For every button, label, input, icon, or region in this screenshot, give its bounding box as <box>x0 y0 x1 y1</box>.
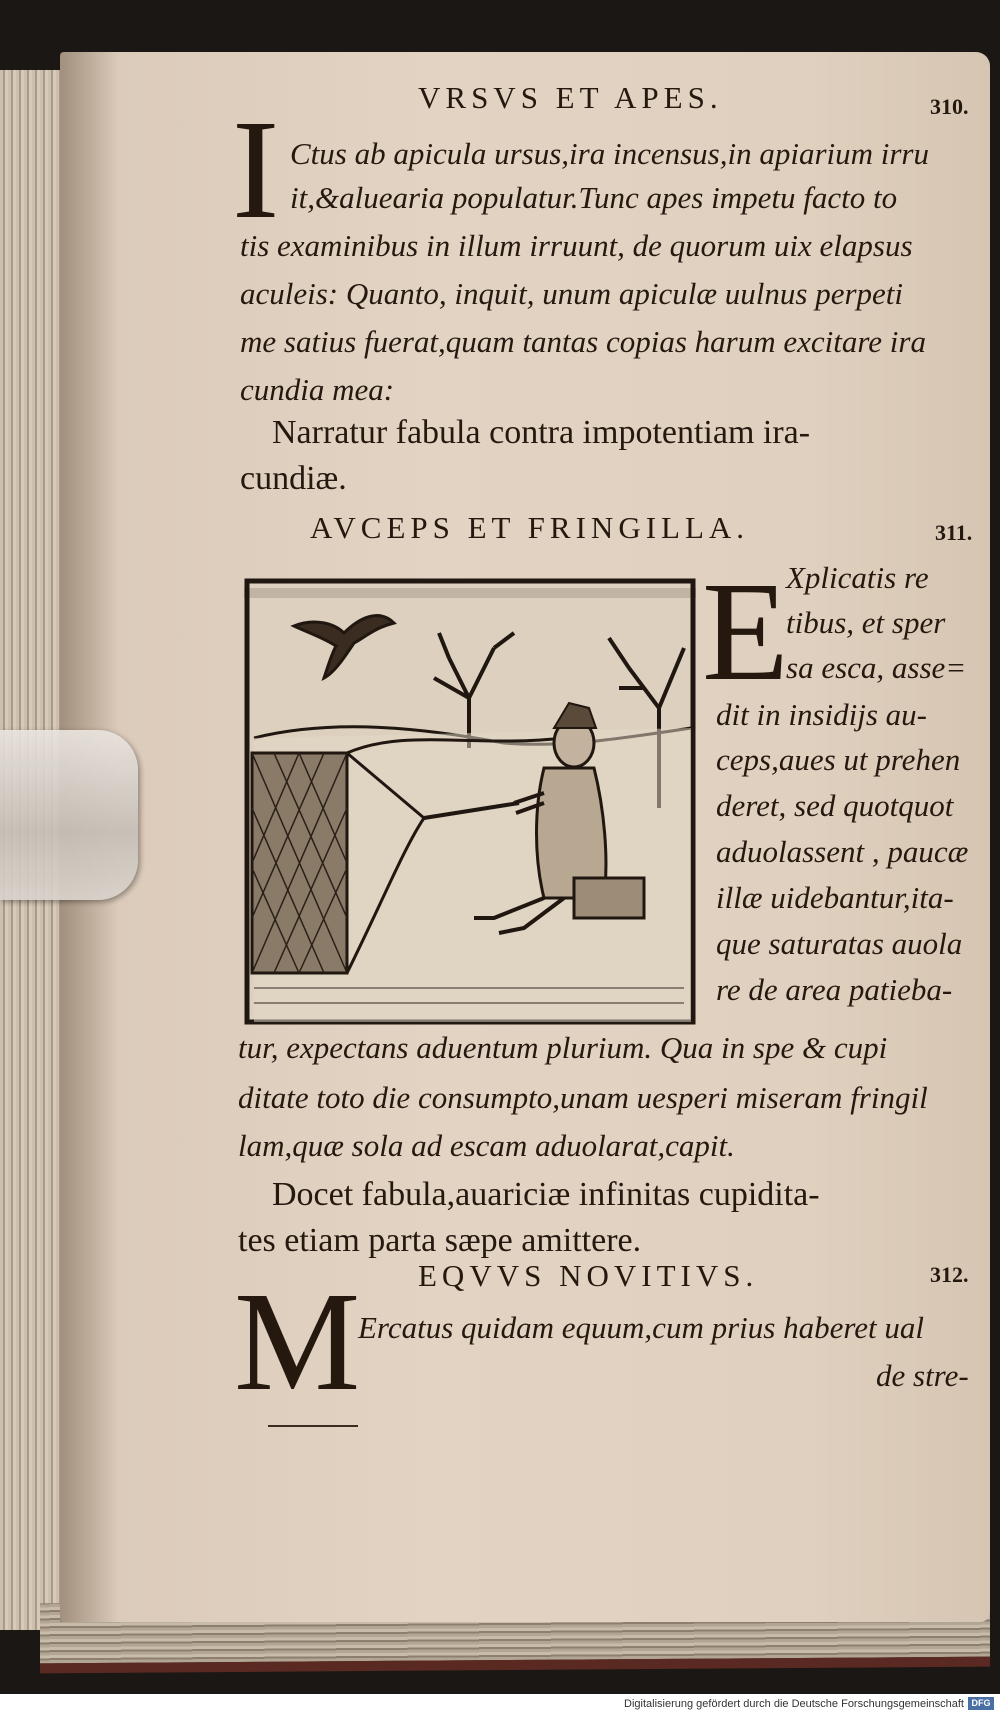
fable2-line-3: lam,quæ sola ad escam aduolarat,capit. <box>238 1128 735 1163</box>
fable2-side-line-3: sa esca, asse= <box>786 650 967 685</box>
fable2-initial: E <box>702 552 789 710</box>
ornamental-rule <box>268 1425 358 1427</box>
fable2-side-line-4: dit in insidijs au- <box>716 697 927 732</box>
fable1-moral-1: Narratur fabula contra impotentiam ira- <box>272 414 811 451</box>
fable1-initial: I <box>232 90 280 248</box>
fable2-side-line-10: re de area patieba- <box>716 972 953 1007</box>
fable3-initial: M <box>234 1262 361 1420</box>
fable2-side-line-7: aduolassent , paucæ <box>716 834 969 869</box>
fable2-title: AVCEPS ET FRINGILLA. <box>310 510 750 545</box>
fable3-line-2: de stre- <box>876 1358 969 1393</box>
fable2-number: 311. <box>935 520 973 545</box>
fable2-side-line-5: ceps,aues ut prehen <box>716 742 961 777</box>
page-clip <box>0 730 138 900</box>
woodcut-fowler-illustration <box>244 578 696 1025</box>
fable2-line-2: ditate toto die consumpto,unam uesperi miseram fringil <box>238 1080 928 1115</box>
fable1-line-4: aculeis: Quanto, inquit, unum apiculæ uulnus perpeti <box>240 276 904 311</box>
dfg-logo: DFG <box>968 1697 994 1710</box>
footer-bar <box>0 1694 1000 1714</box>
fable1-title: VRSVS ET APES. <box>418 80 723 115</box>
footer-credit: Digitalisierung gefördert durch die Deutsche Forschungsgemeinschaft <box>624 1698 964 1710</box>
fable2-side-line-2: tibus, et sper <box>786 605 946 640</box>
fable1-line-2: it,&aluearia populatur.Tunc apes impetu facto to <box>290 180 898 215</box>
fable1-line-3: tis examinibus in illum irruunt, de quorum uix elapsus <box>240 228 913 263</box>
fable1-line-6: cundia mea: <box>240 372 395 407</box>
fable2-moral-1: Docet fabula,auariciæ infinitas cupidita- <box>272 1176 820 1213</box>
fable3-line-1: Ercatus quidam equum,cum prius haberet ual <box>358 1310 924 1345</box>
fable3-title: EQVVS NOVITIVS. <box>418 1258 759 1293</box>
fable2-moral-2: tes etiam parta sæpe amittere. <box>238 1222 642 1259</box>
fable2-side-line-1: Xplicatis re <box>786 560 929 595</box>
fable2-side-line-8: illæ uidebantur,ita- <box>716 880 954 915</box>
fable1-line-1: Ctus ab apicula ursus,ira incensus,in apiarium irru <box>290 136 929 171</box>
fable2-side-line-9: que saturatas auola <box>716 926 963 961</box>
fable2-line-1: tur, expectans aduentum plurium. Qua in spe & cupi <box>238 1030 888 1065</box>
fable3-number: 312. <box>930 1262 969 1287</box>
fable1-number: 310. <box>930 94 969 119</box>
fable2-side-line-6: deret, sed quotquot <box>716 788 954 823</box>
fable1-moral-2: cundiæ. <box>240 460 347 497</box>
fable1-line-5: me satius fuerat,quam tantas copias harum excitare ira <box>240 324 926 359</box>
